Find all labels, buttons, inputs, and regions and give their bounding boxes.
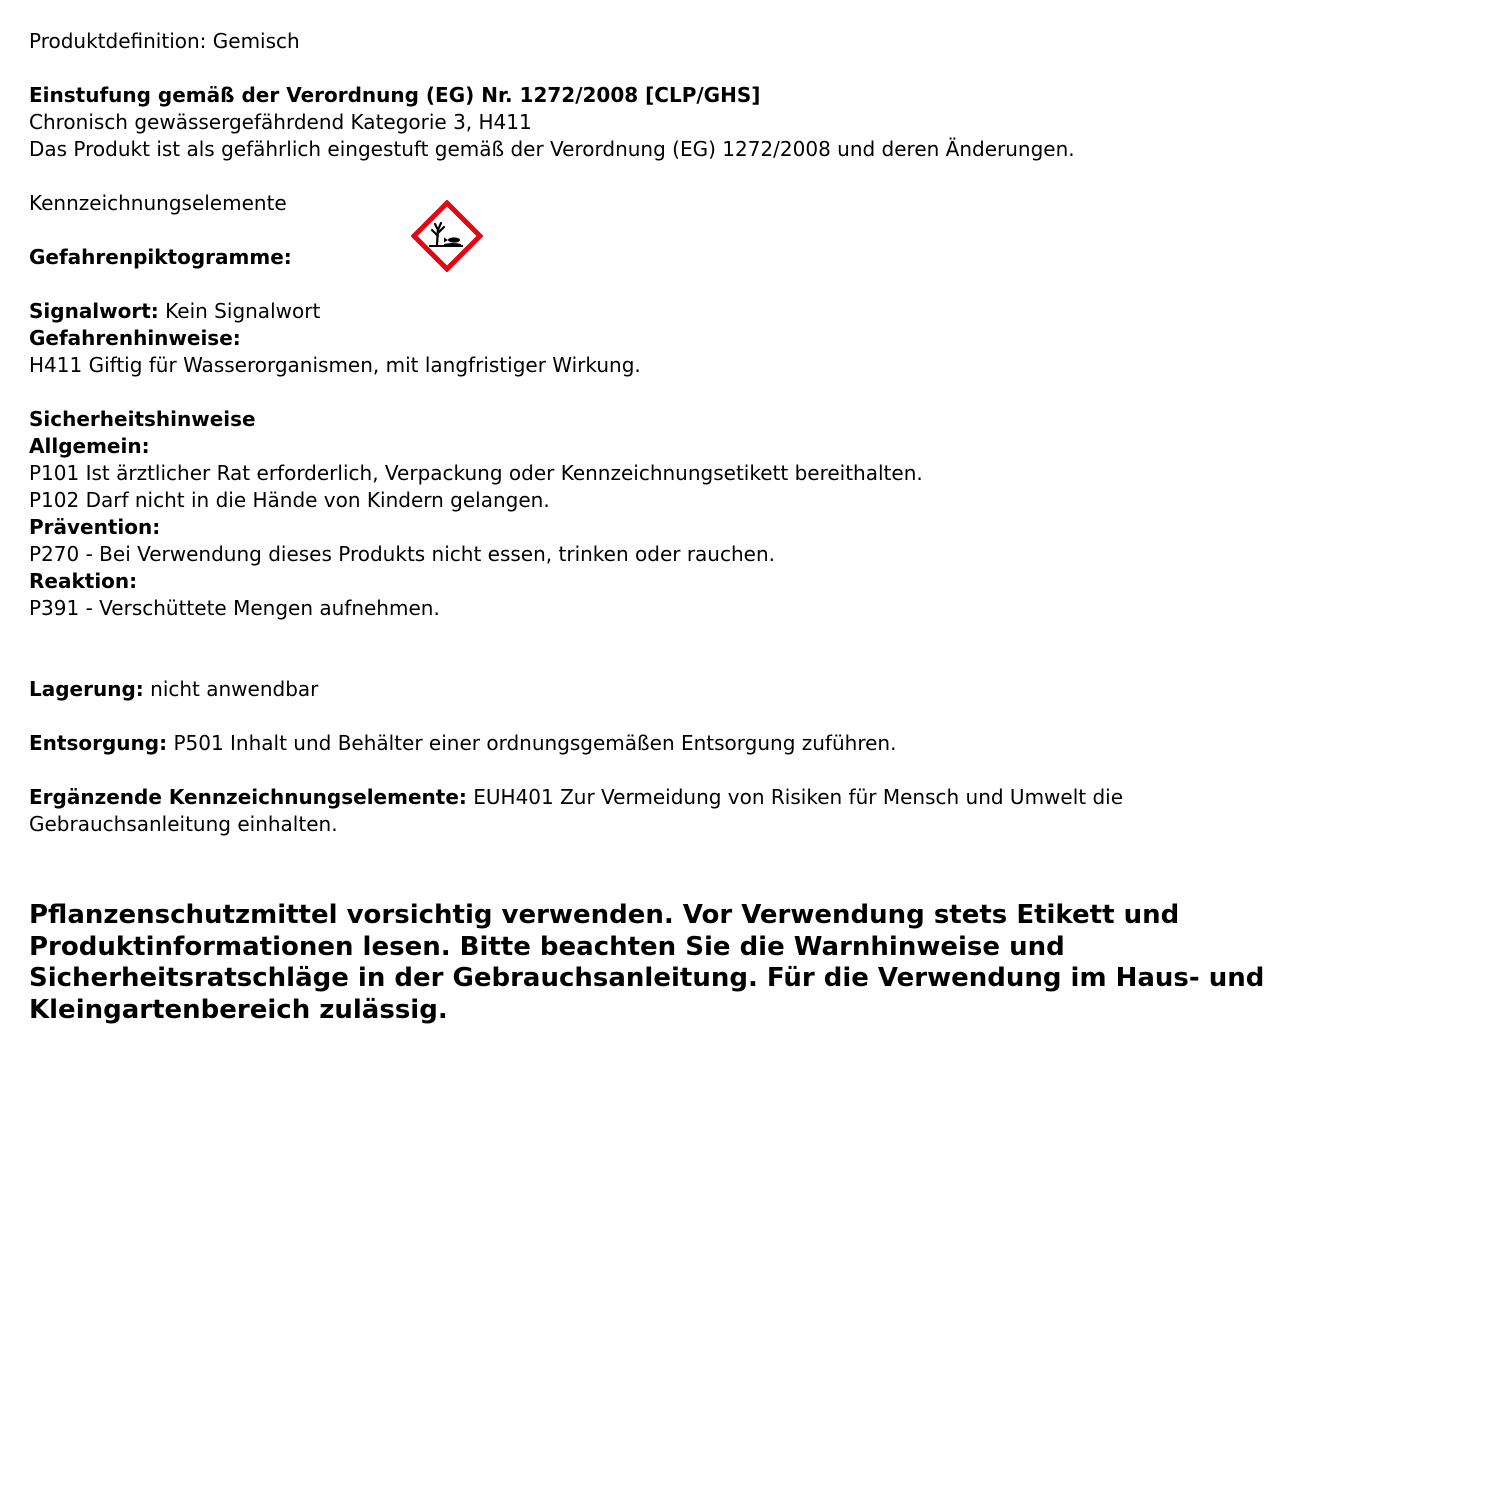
precautionary-statement: P270 - Bei Verwendung dieses Produkts nicht essen, trinken oder rauchen. [29,542,775,566]
signal-word-label: Signalwort: [29,299,159,323]
pictograms-label: Gefahrenpiktogramme: [29,245,292,269]
classification-line: Das Produkt ist als gefährlich eingestuft gemäß der Verordnung (EG) 1272/2008 und deren Änderungen. [29,137,1075,161]
storage-value: nicht anwendbar [150,677,319,701]
notice-paragraph: Pflanzenschutzmittel vorsichtig verwenden. Vor Verwendung stets Etikett und Produktinformationen lesen. Bitte beachten Sie die Warnhinweise und Sicherheitsratschläge in der Gebrauchsanleitung. Für die Verwendung im Haus- und Kleingartenbereich zulässig. [29,900,1265,1025]
hazard-statements-label: Gefahrenhinweise: [29,326,241,350]
classification-heading: Einstufung gemäß der Verordnung (EG) Nr. 1272/2008 [CLP/GHS] [29,83,761,107]
precautionary-statement: P101 Ist ärztlicher Rat erforderlich, Verpackung oder Kennzeichnungsetikett bereithalten. [29,461,923,485]
supplemental-label: Ergänzende Kennzeichnungselemente: [29,785,467,809]
disposal-label: Entsorgung: [29,731,168,755]
document-body [29,28,1469,1026]
product-definition [29,28,1469,55]
disposal [29,730,1469,757]
product-definition-label: Produktdefinition: [29,29,207,53]
prevention-label: Prävention: [29,515,161,539]
classification-line: Chronisch gewässergefährdend Kategorie 3, H411 [29,110,532,134]
precautionary-statement: P391 - Verschüttete Mengen aufnehmen. [29,596,440,620]
product-definition-value: Gemisch [212,29,300,53]
precautionary-heading: Sicherheitshinweise [29,407,256,431]
signal-word [29,298,1469,325]
supplemental-elements [29,784,1289,838]
ghs09-environment-icon [411,200,483,272]
signal-word-value: Kein Signalwort [165,299,321,323]
precautionary-statement: P102 Darf nicht in die Hände von Kindern gelangen. [29,488,550,512]
storage-label: Lagerung: [29,677,144,701]
supplemental-value: EUH401 Zur Vermeidung von Risiken für Mensch und Umwelt die Gebrauchsanleitung einhalten. [29,785,1124,836]
hazard-statement: H411 Giftig für Wasserorganismen, mit langfristiger Wirkung. [29,353,641,377]
label-elements-heading: Kennzeichnungselemente [29,191,287,215]
general-label: Allgemein: [29,434,150,458]
disposal-value: P501 Inhalt und Behälter einer ordnungsgemäßen Entsorgung zuführen. [173,731,897,755]
storage [29,676,1469,703]
response-label: Reaktion: [29,569,138,593]
